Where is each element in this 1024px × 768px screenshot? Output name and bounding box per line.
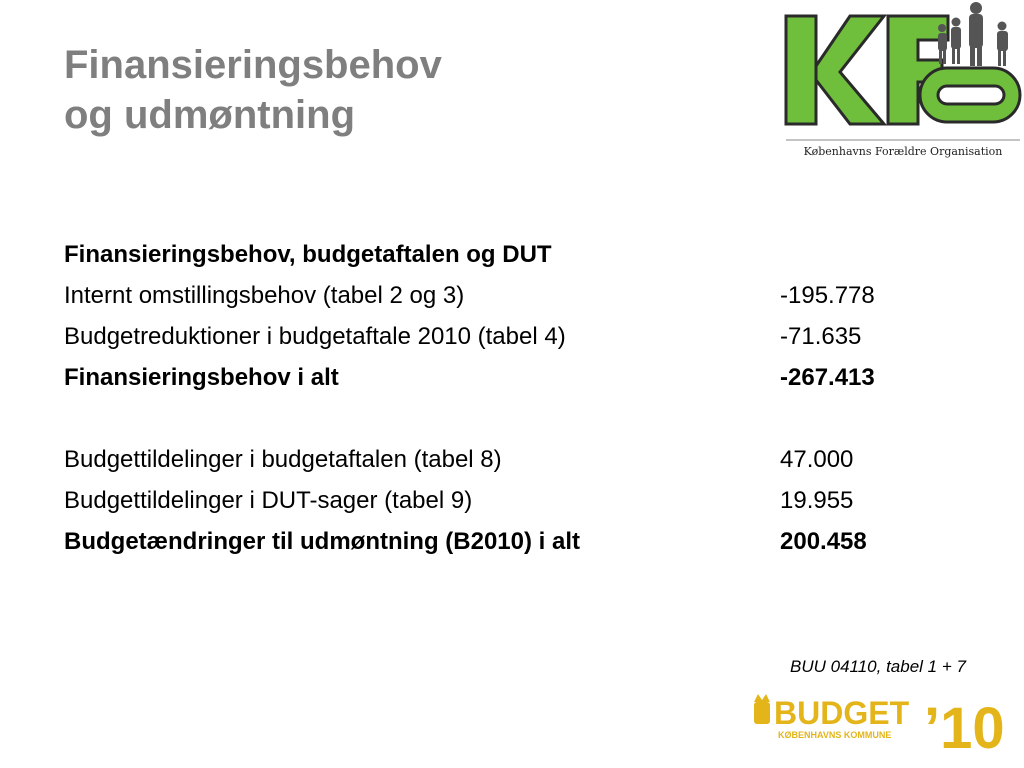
row-value: 19.955 [780, 487, 854, 514]
row-label: Budgettildelinger i budgetaftalen (tabel 8) [64, 446, 502, 473]
table-row [64, 316, 964, 357]
crown-icon [754, 694, 770, 724]
table-heading [64, 234, 964, 275]
row-value: 200.458 [780, 528, 867, 555]
table-spacer [64, 398, 964, 439]
table-heading-label: Finansieringsbehov, budgetaftalen og DUT [64, 241, 552, 268]
budget-year: ’10 [924, 696, 1005, 754]
title-line-2: og udmøntning [64, 93, 356, 137]
row-value: -267.413 [780, 364, 875, 391]
finance-table [64, 234, 964, 562]
row-label: Finansieringsbehov i alt [64, 364, 339, 391]
row-label: Budgettildelinger i DUT-sager (tabel 9) [64, 487, 473, 514]
row-label: Internt omstillingsbehov (tabel 2 og 3) [64, 282, 465, 309]
row-label: Budgetændringer til udmøntning (B2010) i alt [64, 528, 580, 555]
table-row [64, 480, 964, 521]
table-row-total [64, 521, 964, 562]
budget-text: BUDGET [774, 695, 910, 731]
row-value: -195.778 [780, 282, 875, 309]
source-note: BUU 04110, tabel 1 + 7 [790, 657, 966, 676]
budget-logo [752, 690, 1012, 754]
row-value: 47.000 [780, 446, 854, 473]
table-row-total [64, 357, 964, 398]
title-line-1: Finansieringsbehov [64, 43, 442, 87]
kfo-caption: Københavns Forældre Organisation [803, 145, 1003, 158]
table-row [64, 275, 964, 316]
row-label: Budgetreduktioner i budgetaftale 2010 (tabel 4) [64, 323, 566, 350]
kfo-logo [780, 0, 1024, 162]
budget-caption: KØBENHAVNS KOMMUNE [778, 730, 892, 740]
table-row [64, 439, 964, 480]
slide-title [64, 40, 442, 140]
row-value: -71.635 [780, 323, 862, 350]
